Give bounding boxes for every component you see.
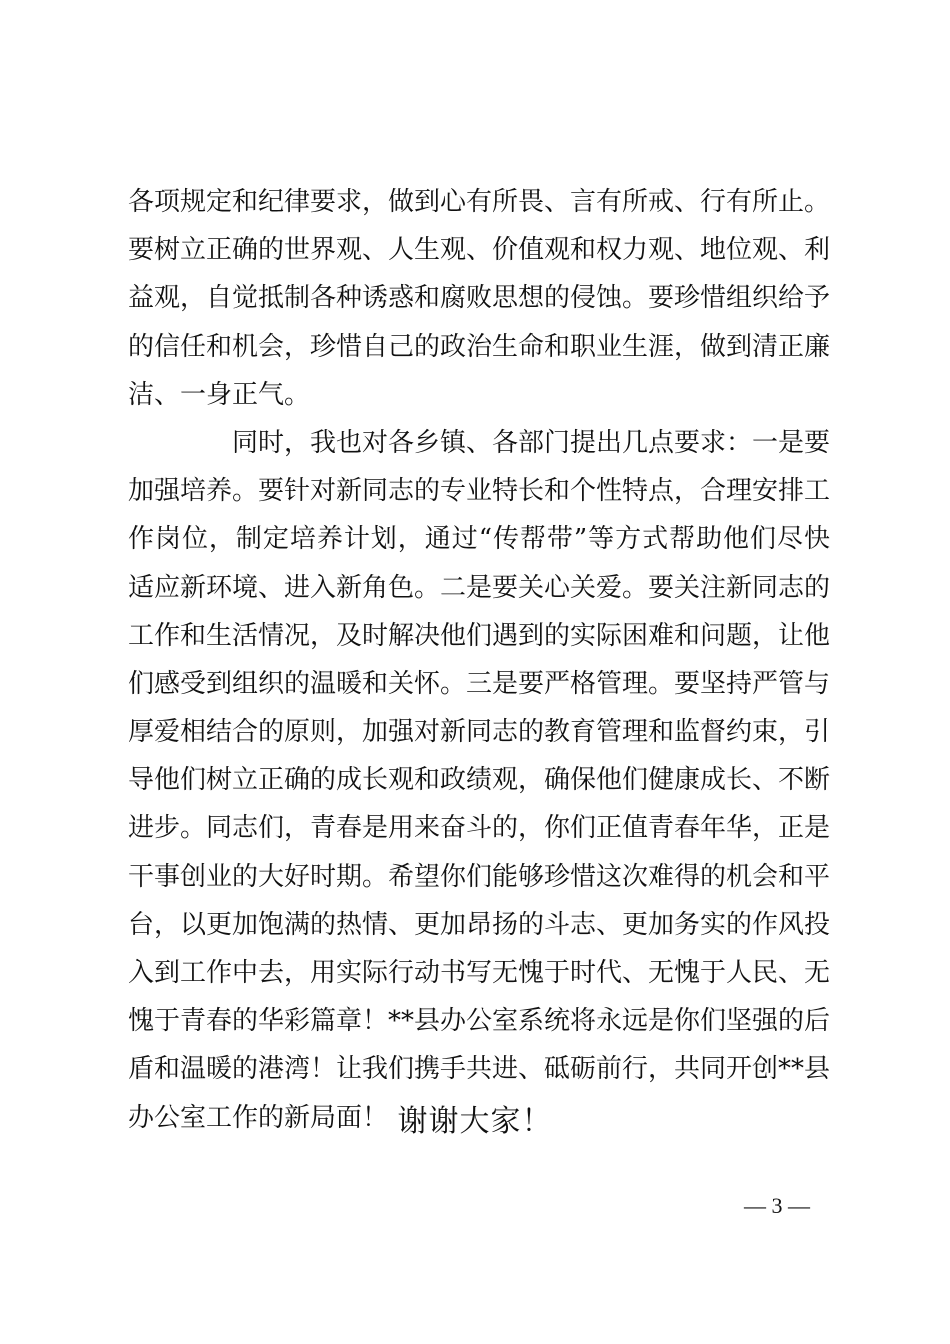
- text-line: 的信任和机会，珍惜自己的政治生命和职业生涯，做到清正廉: [128, 331, 831, 362]
- text-line: 洁、一身正气。: [128, 379, 311, 410]
- text-line: 益观，自觉抵制各种诱惑和腐败思想的侵蚀。要珍惜组织给予: [128, 283, 831, 314]
- text-line: 们感受到组织的温暖和关怀。三是要严格管理。要坚持严管与: [128, 668, 831, 699]
- text-line: 工作和生活情况，及时解决他们遇到的实际困难和问题，让他: [128, 620, 831, 651]
- document-body: [128, 178, 830, 1142]
- text-line: 愧于青春的华彩篇章！**县办公室系统将永远是你们坚强的后: [128, 1006, 831, 1037]
- text-line: 加强培养。要针对新同志的专业特长和个性特点，合理安排工: [128, 476, 831, 507]
- text-line: 办公室工作的新局面！: [128, 1102, 389, 1133]
- closing-remark: 谢谢大家！: [397, 1104, 553, 1139]
- page-number: — 3 —: [744, 1193, 810, 1218]
- text-line: 干事创业的大好时期。希望你们能够珍惜这次难得的机会和平: [128, 861, 831, 892]
- text-line: 台，以更加饱满的热情、更加昂扬的斗志、更加务实的作风投: [128, 909, 831, 940]
- text-line: 盾和温暖的港湾！让我们携手共进、砥砺前行，共同开创**县: [128, 1054, 831, 1085]
- text-line: 要树立正确的世界观、人生观、价值观和权力观、地位观、利: [128, 235, 831, 266]
- paragraph-first-line: 同时，我也对各乡镇、各部门提出几点要求：一是要: [232, 427, 831, 458]
- text-line: 进步。同志们，青春是用来奋斗的，你们正值青春年华，正是: [128, 813, 831, 844]
- text-line: 导他们树立正确的成长观和政绩观，确保他们健康成长、不断: [128, 765, 831, 796]
- text-line: 厚爱相结合的原则，加强对新同志的教育管理和监督约束，引: [128, 717, 831, 748]
- text-line: 作岗位，制定培养计划，通过“传帮带”等方式帮助他们尽快: [128, 524, 830, 555]
- text-line: 适应新环境、进入新角色。二是要关心关爱。要关注新同志的: [128, 572, 831, 603]
- text-line: 各项规定和纪律要求，做到心有所畏、言有所戒、行有所止。: [128, 187, 831, 217]
- text-line: 入到工作中去，用实际行动书写无愧于时代、无愧于人民、无: [128, 958, 831, 988]
